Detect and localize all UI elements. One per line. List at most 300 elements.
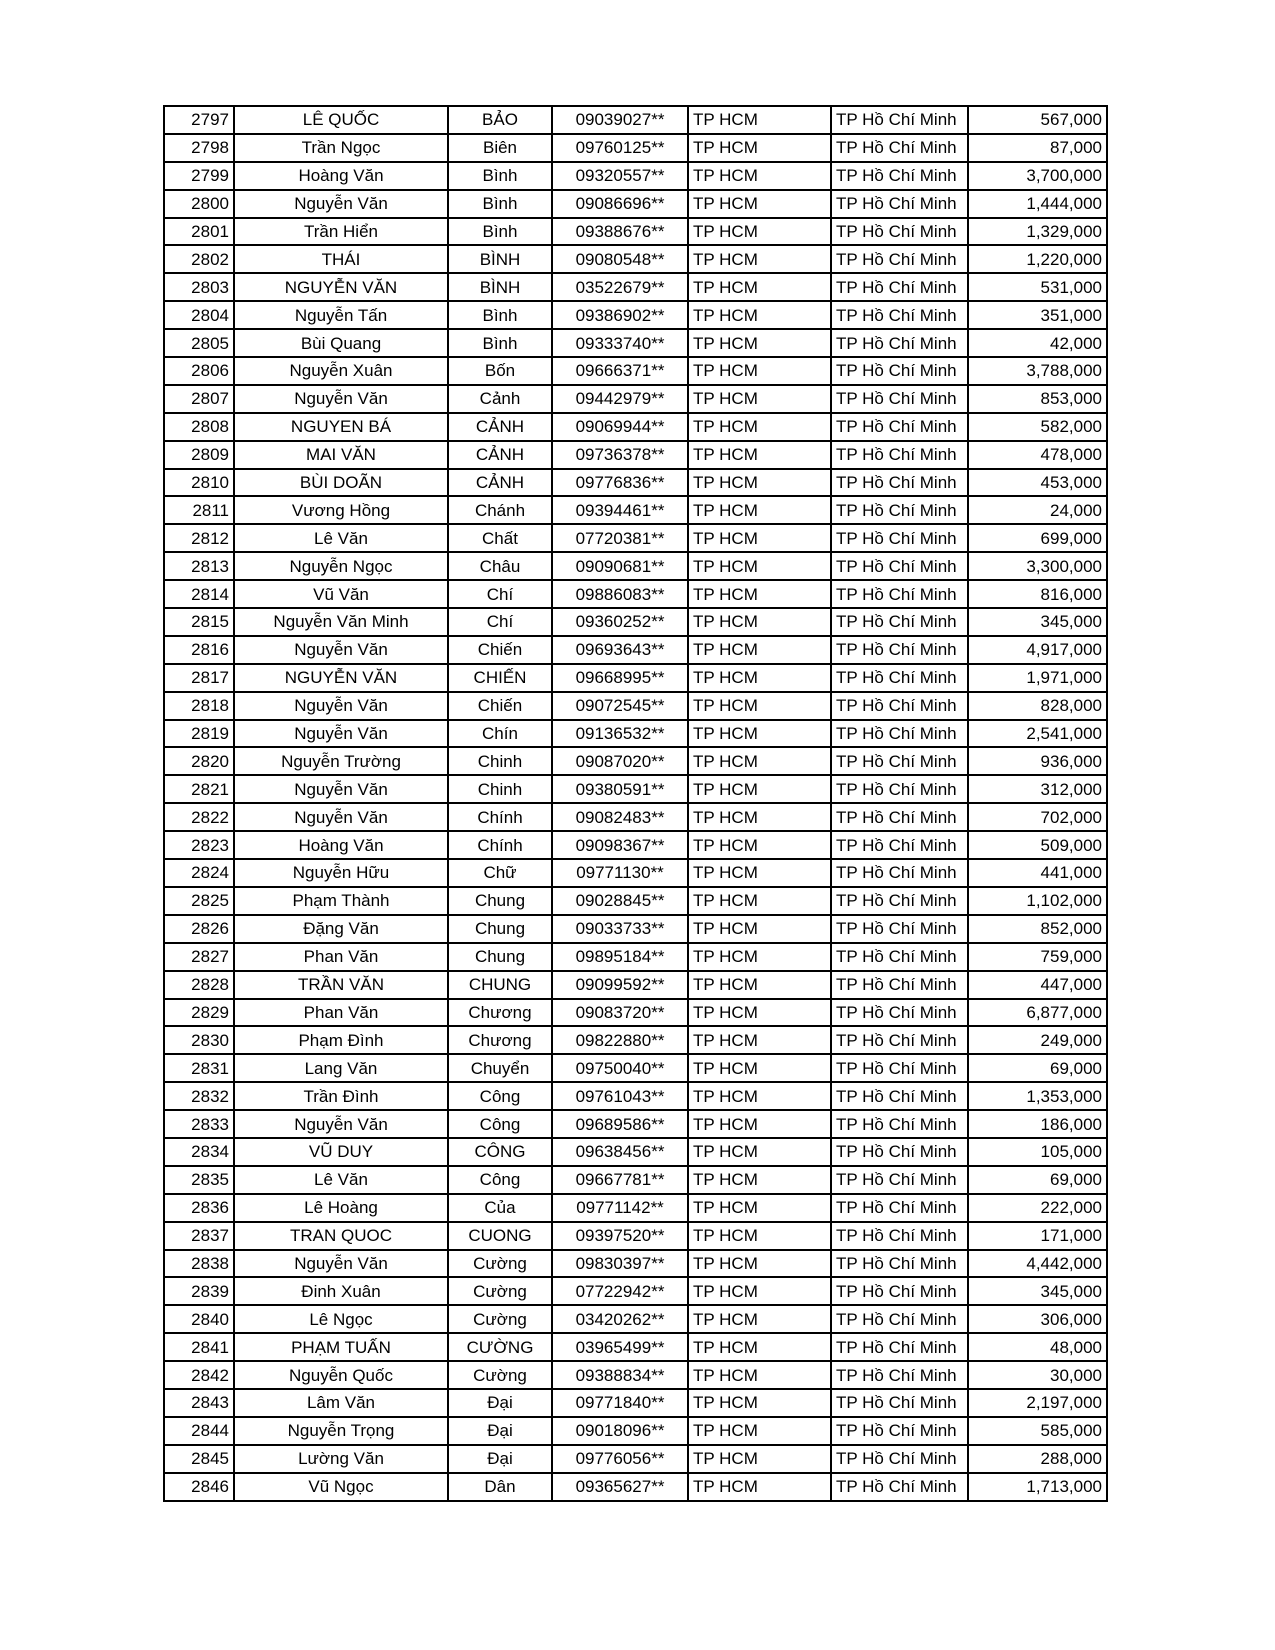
first-name-cell: Đại [448, 1417, 552, 1445]
last-middle-name-cell: Bùi Quang [234, 329, 448, 357]
first-name-cell: CUONG [448, 1222, 552, 1250]
index-cell: 2828 [164, 971, 234, 999]
index-cell: 2799 [164, 162, 234, 190]
phone-masked-cell: 09099592** [552, 971, 688, 999]
first-name-cell: CẢNH [448, 469, 552, 497]
amount-cell: 447,000 [968, 971, 1107, 999]
amount-cell: 699,000 [968, 524, 1107, 552]
index-cell: 2807 [164, 385, 234, 413]
index-cell: 2835 [164, 1166, 234, 1194]
amount-cell: 69,000 [968, 1166, 1107, 1194]
region-short-cell: TP HCM [688, 1305, 831, 1333]
index-cell: 2825 [164, 887, 234, 915]
table-row [164, 162, 1107, 190]
first-name-cell: Bình [448, 162, 552, 190]
last-middle-name-cell: Nguyễn Văn [234, 636, 448, 664]
amount-cell: 4,917,000 [968, 636, 1107, 664]
phone-masked-cell: 09667781** [552, 1166, 688, 1194]
last-middle-name-cell: Nguyễn Xuân [234, 357, 448, 385]
table-row [164, 301, 1107, 329]
region-full-cell: TP Hồ Chí Minh [831, 1166, 968, 1194]
region-short-cell: TP HCM [688, 524, 831, 552]
table-row [164, 329, 1107, 357]
amount-cell: 3,788,000 [968, 357, 1107, 385]
table-row [164, 1054, 1107, 1082]
index-cell: 2829 [164, 999, 234, 1027]
region-full-cell: TP Hồ Chí Minh [831, 636, 968, 664]
last-middle-name-cell: Nguyễn Văn [234, 803, 448, 831]
first-name-cell: Chí [448, 580, 552, 608]
table-row [164, 971, 1107, 999]
region-short-cell: TP HCM [688, 971, 831, 999]
table-row [164, 999, 1107, 1027]
last-middle-name-cell: THÁI [234, 245, 448, 273]
region-short-cell: TP HCM [688, 580, 831, 608]
amount-cell: 351,000 [968, 301, 1107, 329]
table-row [164, 106, 1107, 134]
first-name-cell: Châu [448, 552, 552, 580]
amount-cell: 852,000 [968, 915, 1107, 943]
last-middle-name-cell: Nguyễn Hữu [234, 859, 448, 887]
table-row [164, 1417, 1107, 1445]
last-middle-name-cell: NGUYEN BÁ [234, 413, 448, 441]
last-middle-name-cell: Phạm Thành [234, 887, 448, 915]
table-row [164, 190, 1107, 218]
table-row [164, 524, 1107, 552]
region-short-cell: TP HCM [688, 747, 831, 775]
phone-masked-cell: 09388676** [552, 218, 688, 246]
index-cell: 2830 [164, 1026, 234, 1054]
phone-masked-cell: 09365627** [552, 1473, 688, 1501]
region-short-cell: TP HCM [688, 1082, 831, 1110]
phone-masked-cell: 09388834** [552, 1361, 688, 1389]
index-cell: 2798 [164, 134, 234, 162]
region-short-cell: TP HCM [688, 1417, 831, 1445]
phone-masked-cell: 09760125** [552, 134, 688, 162]
region-short-cell: TP HCM [688, 190, 831, 218]
amount-cell: 936,000 [968, 747, 1107, 775]
index-cell: 2808 [164, 413, 234, 441]
phone-masked-cell: 09033733** [552, 915, 688, 943]
index-cell: 2809 [164, 441, 234, 469]
table-row [164, 1110, 1107, 1138]
index-cell: 2797 [164, 106, 234, 134]
table-row [164, 1277, 1107, 1305]
amount-cell: 702,000 [968, 803, 1107, 831]
amount-cell: 509,000 [968, 831, 1107, 859]
phone-masked-cell: 09082483** [552, 803, 688, 831]
region-full-cell: TP Hồ Chí Minh [831, 803, 968, 831]
last-middle-name-cell: Nguyễn Văn [234, 720, 448, 748]
last-middle-name-cell: Vương Hồng [234, 496, 448, 524]
region-full-cell: TP Hồ Chí Minh [831, 1026, 968, 1054]
table-row [164, 552, 1107, 580]
last-middle-name-cell: Trần Đình [234, 1082, 448, 1110]
last-middle-name-cell: PHẠM TUẤN [234, 1333, 448, 1361]
index-cell: 2804 [164, 301, 234, 329]
region-short-cell: TP HCM [688, 859, 831, 887]
table-row [164, 1026, 1107, 1054]
first-name-cell: Của [448, 1194, 552, 1222]
table-row [164, 943, 1107, 971]
first-name-cell: Chinh [448, 747, 552, 775]
region-short-cell: TP HCM [688, 1361, 831, 1389]
table-row [164, 1082, 1107, 1110]
region-full-cell: TP Hồ Chí Minh [831, 1417, 968, 1445]
phone-masked-cell: 09761043** [552, 1082, 688, 1110]
region-short-cell: TP HCM [688, 803, 831, 831]
amount-cell: 105,000 [968, 1138, 1107, 1166]
phone-masked-cell: 03420262** [552, 1305, 688, 1333]
last-middle-name-cell: MAI VĂN [234, 441, 448, 469]
region-short-cell: TP HCM [688, 664, 831, 692]
region-short-cell: TP HCM [688, 1389, 831, 1417]
table-row [164, 664, 1107, 692]
phone-masked-cell: 09080548** [552, 245, 688, 273]
last-middle-name-cell: Nguyễn Văn [234, 385, 448, 413]
first-name-cell: Bình [448, 190, 552, 218]
region-full-cell: TP Hồ Chí Minh [831, 1305, 968, 1333]
table-row [164, 608, 1107, 636]
phone-masked-cell: 09086696** [552, 190, 688, 218]
last-middle-name-cell: Vũ Ngọc [234, 1473, 448, 1501]
region-full-cell: TP Hồ Chí Minh [831, 1194, 968, 1222]
region-short-cell: TP HCM [688, 999, 831, 1027]
first-name-cell: Biên [448, 134, 552, 162]
region-full-cell: TP Hồ Chí Minh [831, 134, 968, 162]
last-middle-name-cell: Lang Văn [234, 1054, 448, 1082]
phone-masked-cell: 09018096** [552, 1417, 688, 1445]
table-row [164, 747, 1107, 775]
table-row [164, 1333, 1107, 1361]
table-row [164, 859, 1107, 887]
last-middle-name-cell: Phan Văn [234, 943, 448, 971]
region-full-cell: TP Hồ Chí Minh [831, 1277, 968, 1305]
first-name-cell: Công [448, 1082, 552, 1110]
last-middle-name-cell: Đặng Văn [234, 915, 448, 943]
amount-cell: 453,000 [968, 469, 1107, 497]
first-name-cell: CÔNG [448, 1138, 552, 1166]
table-row [164, 469, 1107, 497]
region-short-cell: TP HCM [688, 1166, 831, 1194]
first-name-cell: Bình [448, 218, 552, 246]
first-name-cell: Chiến [448, 692, 552, 720]
region-short-cell: TP HCM [688, 357, 831, 385]
region-full-cell: TP Hồ Chí Minh [831, 580, 968, 608]
amount-cell: 3,700,000 [968, 162, 1107, 190]
amount-cell: 567,000 [968, 106, 1107, 134]
table-row [164, 385, 1107, 413]
index-cell: 2806 [164, 357, 234, 385]
table-row [164, 1222, 1107, 1250]
first-name-cell: Bình [448, 329, 552, 357]
region-full-cell: TP Hồ Chí Minh [831, 524, 968, 552]
amount-cell: 1,713,000 [968, 1473, 1107, 1501]
region-short-cell: TP HCM [688, 301, 831, 329]
amount-cell: 171,000 [968, 1222, 1107, 1250]
donor-list-body [164, 106, 1107, 1501]
table-row [164, 1250, 1107, 1278]
phone-masked-cell: 09693643** [552, 636, 688, 664]
phone-masked-cell: 09333740** [552, 329, 688, 357]
region-full-cell: TP Hồ Chí Minh [831, 999, 968, 1027]
table-row [164, 245, 1107, 273]
last-middle-name-cell: Phan Văn [234, 999, 448, 1027]
last-middle-name-cell: Nguyễn Trọng [234, 1417, 448, 1445]
index-cell: 2827 [164, 943, 234, 971]
table-row [164, 915, 1107, 943]
amount-cell: 441,000 [968, 859, 1107, 887]
amount-cell: 1,329,000 [968, 218, 1107, 246]
phone-masked-cell: 09750040** [552, 1054, 688, 1082]
last-middle-name-cell: TRAN QUOC [234, 1222, 448, 1250]
last-middle-name-cell: Vũ Văn [234, 580, 448, 608]
region-short-cell: TP HCM [688, 496, 831, 524]
phone-masked-cell: 09397520** [552, 1222, 688, 1250]
phone-masked-cell: 07722942** [552, 1277, 688, 1305]
region-full-cell: TP Hồ Chí Minh [831, 218, 968, 246]
region-short-cell: TP HCM [688, 1138, 831, 1166]
region-short-cell: TP HCM [688, 943, 831, 971]
region-full-cell: TP Hồ Chí Minh [831, 943, 968, 971]
table-row [164, 803, 1107, 831]
phone-masked-cell: 09886083** [552, 580, 688, 608]
last-middle-name-cell: LÊ QUỐC [234, 106, 448, 134]
last-middle-name-cell: Nguyễn Ngọc [234, 552, 448, 580]
table-row [164, 1166, 1107, 1194]
region-short-cell: TP HCM [688, 831, 831, 859]
table-row [164, 496, 1107, 524]
last-middle-name-cell: Lường Văn [234, 1445, 448, 1473]
first-name-cell: Chữ [448, 859, 552, 887]
first-name-cell: Chín [448, 720, 552, 748]
phone-masked-cell: 09136532** [552, 720, 688, 748]
amount-cell: 478,000 [968, 441, 1107, 469]
index-cell: 2833 [164, 1110, 234, 1138]
region-full-cell: TP Hồ Chí Minh [831, 385, 968, 413]
table-row [164, 580, 1107, 608]
region-full-cell: TP Hồ Chí Minh [831, 720, 968, 748]
region-full-cell: TP Hồ Chí Minh [831, 1389, 968, 1417]
first-name-cell: Cường [448, 1277, 552, 1305]
amount-cell: 582,000 [968, 413, 1107, 441]
phone-masked-cell: 03522679** [552, 273, 688, 301]
phone-masked-cell: 09098367** [552, 831, 688, 859]
phone-masked-cell: 09638456** [552, 1138, 688, 1166]
first-name-cell: BẢO [448, 106, 552, 134]
phone-masked-cell: 09069944** [552, 413, 688, 441]
index-cell: 2832 [164, 1082, 234, 1110]
region-full-cell: TP Hồ Chí Minh [831, 190, 968, 218]
last-middle-name-cell: Lê Văn [234, 1166, 448, 1194]
index-cell: 2801 [164, 218, 234, 246]
phone-masked-cell: 09320557** [552, 162, 688, 190]
region-short-cell: TP HCM [688, 1110, 831, 1138]
region-short-cell: TP HCM [688, 552, 831, 580]
table-row [164, 1138, 1107, 1166]
phone-masked-cell: 09442979** [552, 385, 688, 413]
index-cell: 2824 [164, 859, 234, 887]
region-full-cell: TP Hồ Chí Minh [831, 301, 968, 329]
region-short-cell: TP HCM [688, 720, 831, 748]
index-cell: 2823 [164, 831, 234, 859]
region-full-cell: TP Hồ Chí Minh [831, 1250, 968, 1278]
first-name-cell: BÌNH [448, 273, 552, 301]
amount-cell: 87,000 [968, 134, 1107, 162]
region-short-cell: TP HCM [688, 608, 831, 636]
phone-masked-cell: 09072545** [552, 692, 688, 720]
phone-masked-cell: 07720381** [552, 524, 688, 552]
phone-masked-cell: 09028845** [552, 887, 688, 915]
region-short-cell: TP HCM [688, 1222, 831, 1250]
phone-masked-cell: 09736378** [552, 441, 688, 469]
amount-cell: 3,300,000 [968, 552, 1107, 580]
phone-masked-cell: 03965499** [552, 1333, 688, 1361]
region-short-cell: TP HCM [688, 1445, 831, 1473]
phone-masked-cell: 09039027** [552, 106, 688, 134]
region-full-cell: TP Hồ Chí Minh [831, 1333, 968, 1361]
amount-cell: 853,000 [968, 385, 1107, 413]
region-full-cell: TP Hồ Chí Minh [831, 552, 968, 580]
index-cell: 2836 [164, 1194, 234, 1222]
last-middle-name-cell: Trần Hiển [234, 218, 448, 246]
first-name-cell: CHUNG [448, 971, 552, 999]
amount-cell: 2,197,000 [968, 1389, 1107, 1417]
phone-masked-cell: 09087020** [552, 747, 688, 775]
phone-masked-cell: 09668995** [552, 664, 688, 692]
index-cell: 2810 [164, 469, 234, 497]
phone-masked-cell: 09386902** [552, 301, 688, 329]
last-middle-name-cell: Lâm Văn [234, 1389, 448, 1417]
last-middle-name-cell: Lê Ngọc [234, 1305, 448, 1333]
amount-cell: 69,000 [968, 1054, 1107, 1082]
region-short-cell: TP HCM [688, 1054, 831, 1082]
region-short-cell: TP HCM [688, 636, 831, 664]
table-row [164, 1389, 1107, 1417]
table-row [164, 357, 1107, 385]
first-name-cell: Đại [448, 1445, 552, 1473]
amount-cell: 2,541,000 [968, 720, 1107, 748]
table-row [164, 273, 1107, 301]
first-name-cell: Đại [448, 1389, 552, 1417]
region-full-cell: TP Hồ Chí Minh [831, 608, 968, 636]
last-middle-name-cell: Nguyễn Quốc [234, 1361, 448, 1389]
last-middle-name-cell: Nguyễn Văn [234, 775, 448, 803]
first-name-cell: Chương [448, 1026, 552, 1054]
index-cell: 2812 [164, 524, 234, 552]
phone-masked-cell: 09380591** [552, 775, 688, 803]
amount-cell: 4,442,000 [968, 1250, 1107, 1278]
region-full-cell: TP Hồ Chí Minh [831, 1445, 968, 1473]
first-name-cell: Cường [448, 1250, 552, 1278]
amount-cell: 828,000 [968, 692, 1107, 720]
region-full-cell: TP Hồ Chí Minh [831, 1138, 968, 1166]
amount-cell: 312,000 [968, 775, 1107, 803]
last-middle-name-cell: Lê Văn [234, 524, 448, 552]
index-cell: 2814 [164, 580, 234, 608]
amount-cell: 531,000 [968, 273, 1107, 301]
phone-masked-cell: 09090681** [552, 552, 688, 580]
amount-cell: 24,000 [968, 496, 1107, 524]
region-full-cell: TP Hồ Chí Minh [831, 106, 968, 134]
phone-masked-cell: 09776836** [552, 469, 688, 497]
phone-masked-cell: 09689586** [552, 1110, 688, 1138]
table-row [164, 441, 1107, 469]
amount-cell: 48,000 [968, 1333, 1107, 1361]
phone-masked-cell: 09360252** [552, 608, 688, 636]
phone-masked-cell: 09083720** [552, 999, 688, 1027]
first-name-cell: Công [448, 1166, 552, 1194]
region-full-cell: TP Hồ Chí Minh [831, 859, 968, 887]
region-full-cell: TP Hồ Chí Minh [831, 441, 968, 469]
last-middle-name-cell: TRẦN VĂN [234, 971, 448, 999]
first-name-cell: Chung [448, 915, 552, 943]
first-name-cell: CẢNH [448, 441, 552, 469]
region-short-cell: TP HCM [688, 134, 831, 162]
first-name-cell: Chung [448, 943, 552, 971]
index-cell: 2805 [164, 329, 234, 357]
last-middle-name-cell: NGUYỄN VĂN [234, 664, 448, 692]
region-short-cell: TP HCM [688, 329, 831, 357]
index-cell: 2821 [164, 775, 234, 803]
index-cell: 2846 [164, 1473, 234, 1501]
last-middle-name-cell: Hoàng Văn [234, 831, 448, 859]
index-cell: 2817 [164, 664, 234, 692]
table-row [164, 1194, 1107, 1222]
index-cell: 2802 [164, 245, 234, 273]
table-row [164, 1305, 1107, 1333]
first-name-cell: Chuyển [448, 1054, 552, 1082]
table-row [164, 1445, 1107, 1473]
amount-cell: 249,000 [968, 1026, 1107, 1054]
region-short-cell: TP HCM [688, 273, 831, 301]
region-full-cell: TP Hồ Chí Minh [831, 413, 968, 441]
region-short-cell: TP HCM [688, 1473, 831, 1501]
region-short-cell: TP HCM [688, 441, 831, 469]
region-full-cell: TP Hồ Chí Minh [831, 747, 968, 775]
index-cell: 2820 [164, 747, 234, 775]
table-row [164, 887, 1107, 915]
first-name-cell: Bốn [448, 357, 552, 385]
first-name-cell: Chính [448, 803, 552, 831]
region-short-cell: TP HCM [688, 1277, 831, 1305]
first-name-cell: BÌNH [448, 245, 552, 273]
region-full-cell: TP Hồ Chí Minh [831, 329, 968, 357]
last-middle-name-cell: Nguyễn Tấn [234, 301, 448, 329]
amount-cell: 222,000 [968, 1194, 1107, 1222]
index-cell: 2819 [164, 720, 234, 748]
first-name-cell: Chính [448, 831, 552, 859]
region-short-cell: TP HCM [688, 1250, 831, 1278]
amount-cell: 1,102,000 [968, 887, 1107, 915]
region-short-cell: TP HCM [688, 385, 831, 413]
table-row [164, 134, 1107, 162]
first-name-cell: Chất [448, 524, 552, 552]
last-middle-name-cell: Nguyễn Văn [234, 190, 448, 218]
last-middle-name-cell: NGUYỄN VĂN [234, 273, 448, 301]
region-short-cell: TP HCM [688, 469, 831, 497]
amount-cell: 1,444,000 [968, 190, 1107, 218]
region-full-cell: TP Hồ Chí Minh [831, 971, 968, 999]
region-short-cell: TP HCM [688, 1333, 831, 1361]
amount-cell: 288,000 [968, 1445, 1107, 1473]
amount-cell: 585,000 [968, 1417, 1107, 1445]
index-cell: 2815 [164, 608, 234, 636]
last-middle-name-cell: Nguyễn Trường [234, 747, 448, 775]
index-cell: 2843 [164, 1389, 234, 1417]
region-short-cell: TP HCM [688, 106, 831, 134]
index-cell: 2831 [164, 1054, 234, 1082]
